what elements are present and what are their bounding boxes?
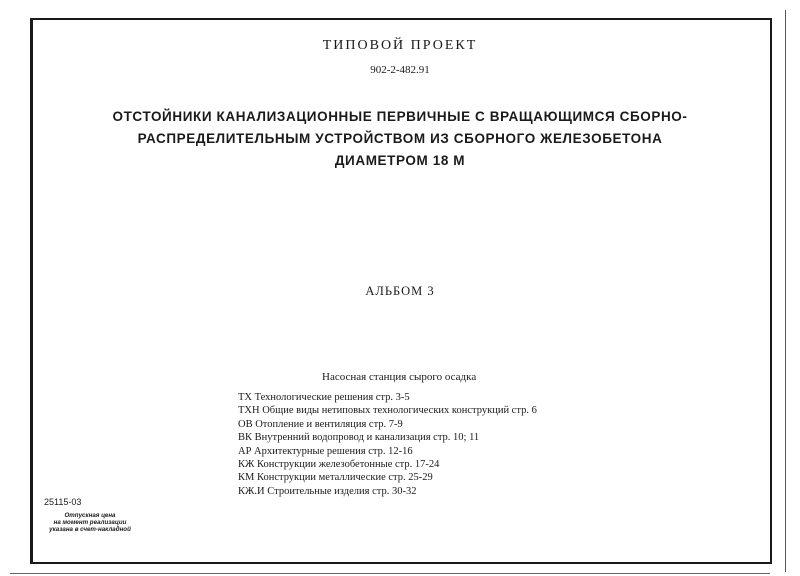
price-note-stamp [34,512,146,534]
contents-item: КМ Конструкции металлические стр. 25-29 [238,472,433,484]
contents-item: ОВ Отопление и вентиляция стр. 7-9 [238,418,403,430]
series-number: 902-2-482.91 [370,64,430,76]
section-subtitle: Насосная станция сырого осадка [322,371,477,383]
contents-item: АР Архитектурные решения стр. 12-16 [238,445,413,457]
contents-item: ВК Внутренний водопровод и канализация стр. 10; 11 [238,432,480,444]
main-title-line: ОТСТОЙНИКИ КАНАЛИЗАЦИОННЫЕ ПЕРВИЧНЫЕ С ВРАЩАЮЩИМСЯ СБОРНО- [112,109,688,124]
contents-item: КЖ.И Строительные изделия стр. 30-32 [238,485,417,497]
series-title: ТИПОВОЙ ПРОЕКТ [322,38,478,53]
sheet-edge-bottom [10,573,770,574]
album-label: АЛЬБОМ 3 [365,284,435,298]
contents-list [238,391,537,498]
stamp-code: 25115-03 [44,497,82,507]
contents-item: КЖ Конструкции железобетонные стр. 17-24 [238,459,440,471]
price-note-line: Отпускная цена [64,512,116,519]
main-title-line: ДИАМЕТРОМ 18 М [334,153,466,168]
price-note-line: на момент реализации [53,519,127,527]
price-note-line: указана в счет-накладной [49,526,131,534]
contents-item: ТХН Общие виды нетиповых технологических конструкций стр. 6 [238,405,537,417]
main-title-line: РАСПРЕДЕЛИТЕЛЬНЫМ УСТРОЙСТВОМ ИЗ СБОРНОГО ЖЕЛЕЗОБЕТОНА [137,131,663,146]
main-title [0,106,800,172]
contents-item: ТХ Технологические решения стр. 3-5 [238,392,410,403]
